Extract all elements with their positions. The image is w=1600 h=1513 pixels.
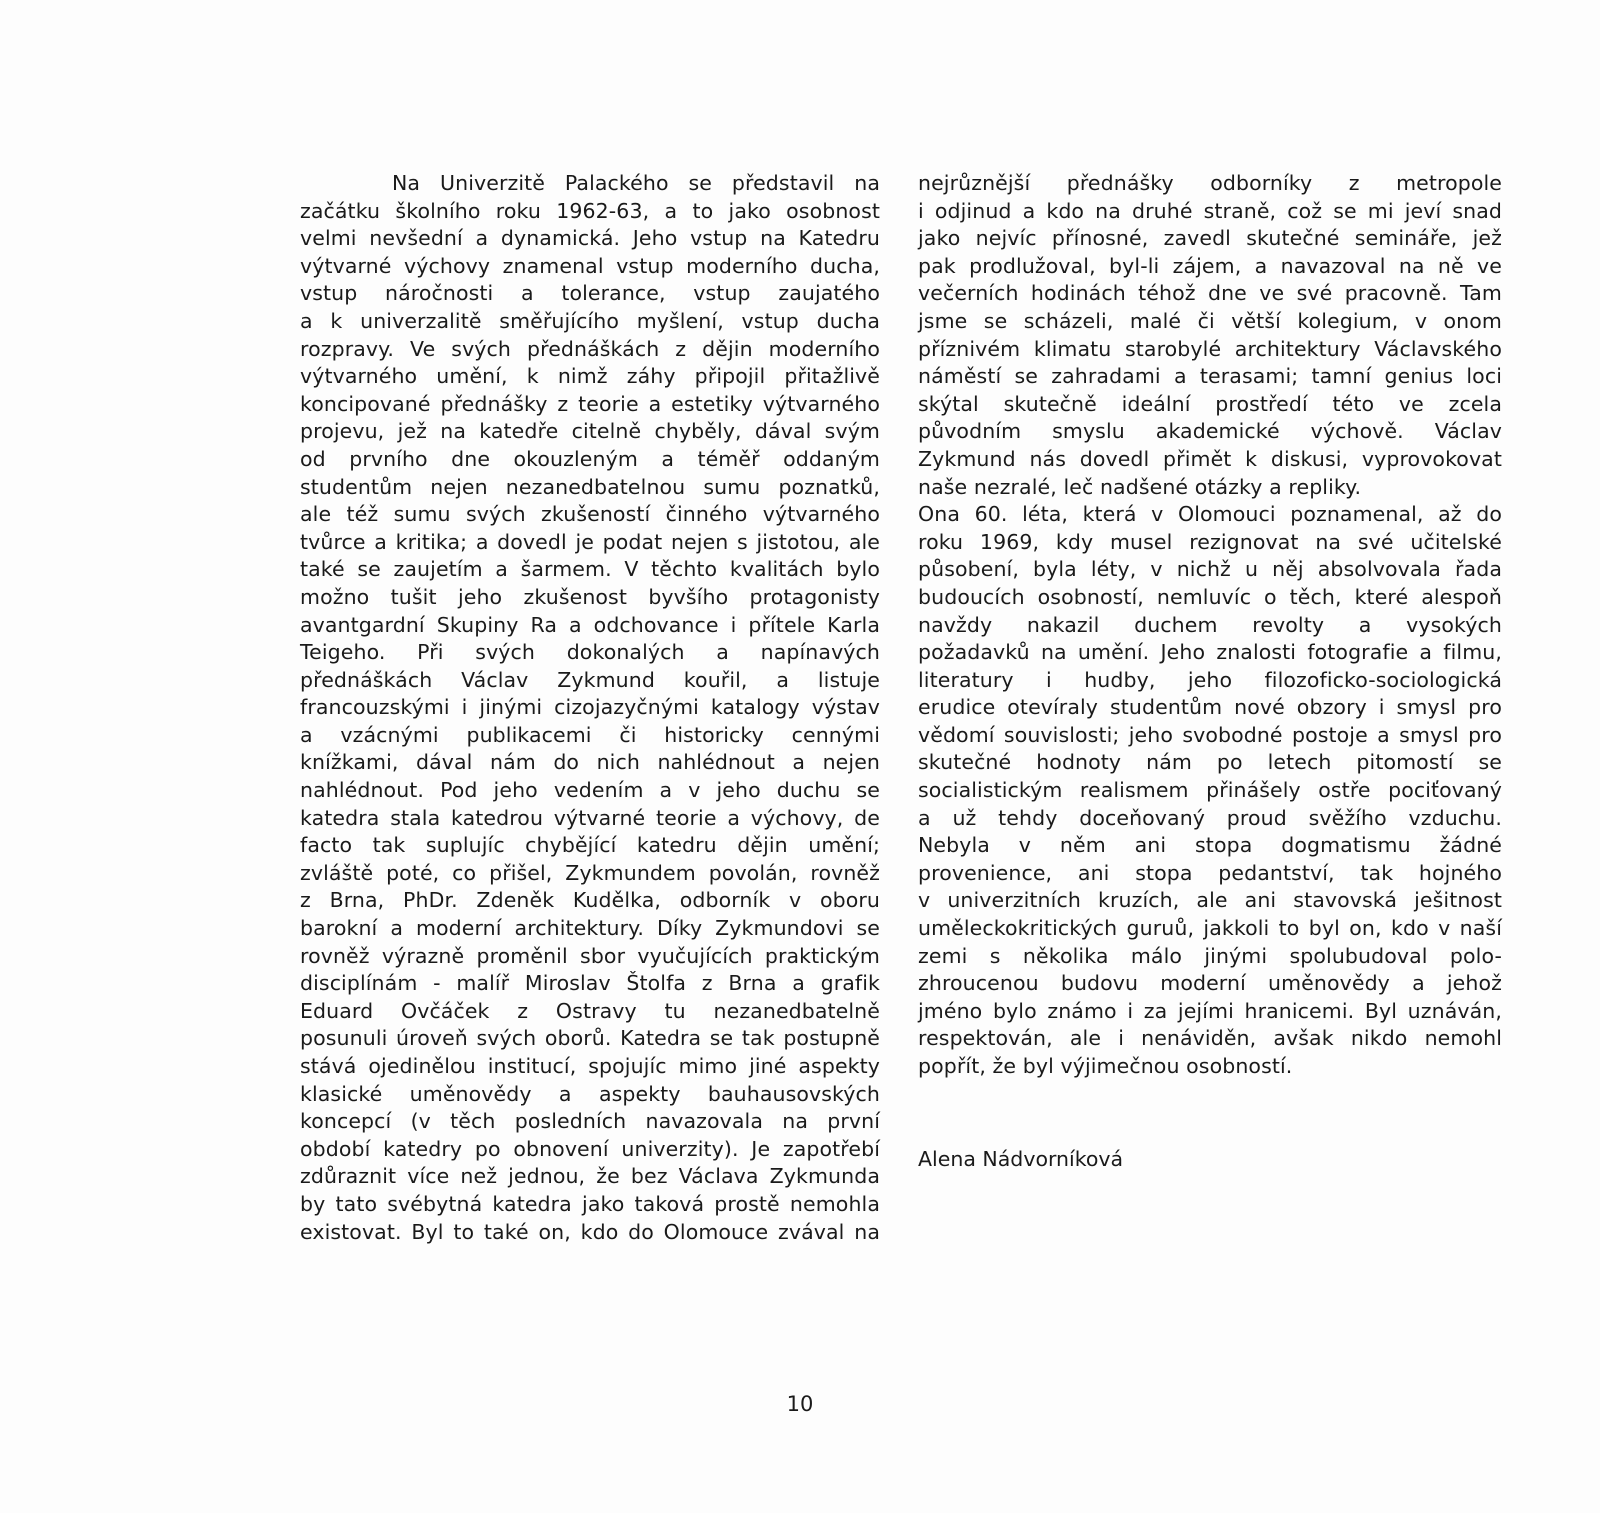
text-line: původním smyslu akademické výchově. Václav bbox=[918, 419, 1502, 444]
text-line: tvůrce a kritika; a dovedl je podat nejen s jistotou, ale bbox=[300, 529, 880, 554]
text-line: navždy nakazil duchem revolty a vysokých bbox=[918, 612, 1502, 637]
text-line: knížkami, dával nám do nich nahlédnout a nejen bbox=[300, 750, 880, 775]
text-line: od prvního dne okouzleným a téměř oddaným bbox=[300, 446, 880, 471]
text-line: i odjinud a kdo na druhé straně, což se mi jeví snad bbox=[918, 198, 1502, 223]
text-line: existovat. Byl to také on, kdo do Olomouce zvával na bbox=[300, 1219, 880, 1244]
text-line: projevu, jež na katedře citelně chyběly, dával svým bbox=[300, 419, 880, 444]
text-line: také se zaujetím a šarmem. V těchto kvalitách bylo bbox=[300, 557, 880, 582]
text-line: nejrůznější přednášky odborníky z metropole bbox=[918, 171, 1502, 195]
page-number: 10 bbox=[786, 1392, 814, 1416]
text-line: roku 1969, kdy musel rezignovat na své učitelské bbox=[918, 529, 1502, 554]
left-text-column bbox=[300, 170, 880, 1246]
text-line: stává ojedinělou institucí, spojujíc mimo jiné aspekty bbox=[300, 1054, 880, 1078]
text-line: avantgardní Skupiny Ra a odchovance i přítele Karla bbox=[300, 612, 880, 637]
right-text-column bbox=[918, 170, 1502, 1081]
text-line: začátku školního roku 1962-63, a to jako osobnost bbox=[300, 198, 880, 223]
text-line: velmi nevšední a dynamická. Jeho vstup na Katedru bbox=[300, 226, 880, 251]
text-line: Ona 60. léta, která v Olomouci poznamenal, až do bbox=[918, 502, 1502, 527]
text-line: popřít, že byl výjimečnou osobností. bbox=[918, 1054, 1293, 1078]
text-line: socialistickým realismem přinášely ostře pociťovaný bbox=[918, 778, 1502, 803]
text-line: posunuli úroveň svých oborů. Katedra se tak postupně bbox=[300, 1026, 880, 1051]
text-line: příznivém klimatu starobylé architektury Václavského bbox=[918, 336, 1502, 361]
text-line: zemi s několika málo jinými spolubudoval polo- bbox=[918, 943, 1502, 968]
text-line: naše nezralé, leč nadšené otázky a repliky. bbox=[918, 474, 1362, 499]
text-line: v univerzitních kruzích, ale ani stavovská ješitnost bbox=[918, 888, 1502, 913]
text-line: jako nejvíc přínosné, zavedl skutečné semináře, jež bbox=[918, 226, 1502, 251]
text-line: jméno bylo známo i za jejími hranicemi. Byl uznáván, bbox=[918, 998, 1502, 1023]
text-line: provenience, ani stopa pedantství, tak hojného bbox=[918, 860, 1502, 885]
text-line: a už tehdy doceňovaný proud svěžího vzduchu. bbox=[918, 805, 1502, 830]
text-line: nahlédnout. Pod jeho vedením a v jeho duchu se bbox=[300, 778, 880, 803]
text-line: klasické uměnovědy a aspekty bauhausovských bbox=[300, 1081, 880, 1106]
text-line: působení, byla léty, v nichž u něj absolvovala řada bbox=[918, 557, 1502, 582]
text-line: Zykmund nás dovedl přimět k diskusi, vyprovokovat bbox=[918, 446, 1502, 471]
text-line: skýtal skutečně ideální prostředí této ve zcela bbox=[918, 391, 1502, 416]
text-line: výtvarného umění, k nimž záhy připojil přitažlivě bbox=[300, 364, 880, 389]
text-line: Eduard Ovčáček z Ostravy tu nezanedbatelně bbox=[300, 998, 880, 1023]
text-line: erudice otevíraly studentům nové obzory i smysl pro bbox=[918, 695, 1502, 720]
text-line: večerních hodinách téhož dne ve své pracovně. Tam bbox=[918, 281, 1502, 306]
text-line: studentům nejen nezanedbatelnou sumu poznatků, bbox=[300, 474, 880, 499]
text-line: pak prodlužoval, byl-li zájem, a navazoval na ně ve bbox=[918, 253, 1502, 278]
text-line: jsme se scházeli, malé či větší kolegium, v onom bbox=[918, 308, 1502, 333]
text-line: přednáškách Václav Zykmund kouřil, a listuje bbox=[300, 667, 880, 692]
text-line: literatury i hudby, jeho filozoficko-sociologická bbox=[918, 667, 1502, 692]
text-line: koncipované přednášky z teorie a estetiky výtvarného bbox=[300, 391, 880, 416]
text-line: vědomí souvislosti; jeho svobodné postoje a smysl pro bbox=[918, 722, 1502, 747]
text-line: zdůraznit více než jednou, že bez Václava Zykmunda bbox=[300, 1164, 880, 1189]
text-line: by tato svébytná katedra jako taková prostě nemohla bbox=[300, 1191, 880, 1216]
text-line: budoucích osobností, nemluvíc o těch, které alespoň bbox=[918, 584, 1502, 609]
text-line: facto tak suplujíc chybějící katedru dějin umění; bbox=[300, 833, 880, 858]
text-line: období katedry po obnovení univerzity). Je zapotřebí bbox=[300, 1136, 880, 1161]
text-line: zvláště poté, co přišel, Zykmundem povolán, rovněž bbox=[300, 860, 880, 885]
text-line: výtvarné výchovy znamenal vstup moderního ducha, bbox=[300, 253, 880, 278]
text-line: vstup náročnosti a tolerance, vstup zaujatého bbox=[300, 281, 880, 306]
text-line: a k univerzalitě směřujícího myšlení, vstup ducha bbox=[300, 308, 880, 333]
author-signature: Alena Nádvorníková bbox=[918, 1147, 1124, 1171]
text-line: katedra stala katedrou výtvarné teorie a výchovy, de bbox=[300, 805, 880, 830]
text-line: uměleckokritických guruů, jakkoli to byl on, kdo v naší bbox=[918, 916, 1502, 941]
text-line: koncepcí (v těch posledních navazovala na první bbox=[300, 1109, 880, 1134]
text-line: možno tušit jeho zkušenost byvšího protagonisty bbox=[300, 584, 880, 609]
text-line: francouzskými i jinými cizojazyčnými katalogy výstav bbox=[300, 695, 880, 720]
text-line: Na Univerzitě Palackého se představil na bbox=[392, 171, 880, 195]
text-line: z Brna, PhDr. Zdeněk Kudělka, odborník v oboru bbox=[300, 888, 880, 913]
text-line: ale též sumu svých zkušeností činného výtvarného bbox=[300, 502, 880, 527]
text-line: Nebyla v něm ani stopa dogmatismu žádné bbox=[918, 833, 1502, 858]
text-line: skutečné hodnoty nám po letech pitomostí se bbox=[918, 750, 1502, 775]
text-line: respektován, ale i nenáviděn, avšak nikdo nemohl bbox=[918, 1026, 1502, 1051]
text-line: barokní a moderní architektury. Díky Zykmundovi se bbox=[300, 916, 880, 941]
text-line: náměstí se zahradami a terasami; tamní genius loci bbox=[918, 364, 1502, 389]
text-line: a vzácnými publikacemi či historicky cennými bbox=[300, 722, 880, 747]
text-line: Teigeho. Při svých dokonalých a napínavých bbox=[300, 640, 880, 665]
text-line: rozpravy. Ve svých přednáškách z dějin moderního bbox=[300, 336, 880, 361]
text-line: rovněž výrazně proměnil sbor vyučujících praktickým bbox=[300, 943, 880, 968]
text-line: požadavků na umění. Jeho znalosti fotografie a filmu, bbox=[918, 640, 1502, 665]
text-line: disciplínám - malíř Miroslav Štolfa z Brna a grafik bbox=[300, 971, 880, 996]
text-line: zhroucenou budovu moderní uměnovědy a jehož bbox=[918, 971, 1502, 996]
